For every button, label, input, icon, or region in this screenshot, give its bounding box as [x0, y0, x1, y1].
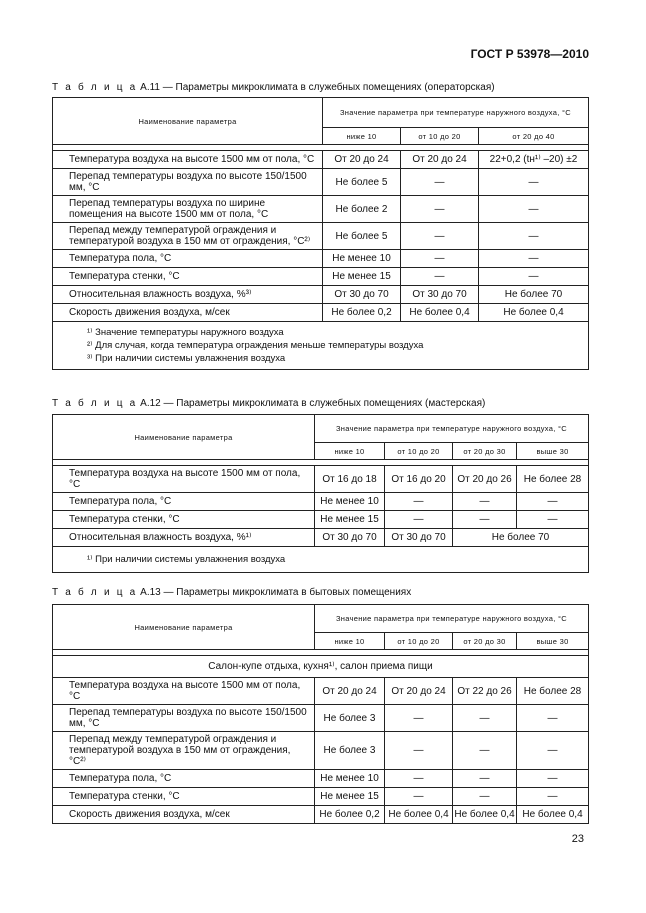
- table-row: [53, 732, 589, 770]
- parameter-value: —: [517, 493, 589, 511]
- table-row: [53, 511, 589, 529]
- parameter-value: От 20 до 24: [385, 678, 453, 705]
- parameter-name: Температура стенки, °С: [53, 268, 323, 286]
- column-header: от 20 до 30: [453, 443, 517, 460]
- table-row: Относительная влажность воздуха, %¹⁾ От 30 до 70 От 30 до 70 Не более 70: [53, 529, 589, 547]
- parameter-name: Перепад между температурой ограждения и температурой воздуха в 150 мм от ограждения, °С²⁾: [53, 732, 315, 770]
- parameter-value: 22+0,2 (tн¹⁾ –20) ±2: [479, 151, 589, 169]
- parameter-name: Температура пола, °С: [53, 493, 315, 511]
- section-header: Салон-купе отдыха, кухня¹⁾, салон приема пищи: [53, 656, 589, 678]
- table-row: [53, 678, 589, 705]
- parameter-value: Не более 3: [315, 732, 385, 770]
- column-header: от 10 до 20: [401, 128, 479, 145]
- parameter-value: —: [453, 770, 517, 788]
- footnote: ¹⁾ Значение температуры наружного воздуха: [87, 327, 284, 338]
- table-row: [53, 286, 589, 304]
- parameter-value: —: [401, 268, 479, 286]
- parameter-value: Не более 2: [323, 196, 401, 223]
- parameter-name: Скорость движения воздуха, м/сек: [53, 304, 323, 322]
- parameter-value: Не менее 10: [323, 250, 401, 268]
- table-a13-caption: Т а б л и ц а А.13 — Параметры микроклимата в бытовых помещениях: [52, 587, 412, 598]
- table-row: [53, 223, 589, 250]
- parameter-value: Не менее 10: [315, 493, 385, 511]
- parameter-value: От 16 до 18: [315, 466, 385, 493]
- parameter-value: От 20 до 24: [401, 151, 479, 169]
- parameter-name: Температура стенки, °С: [53, 788, 315, 806]
- parameter-name: Скорость движения воздуха, м/сек: [53, 806, 315, 824]
- parameter-value: —: [401, 223, 479, 250]
- parameter-value: —: [385, 788, 453, 806]
- parameter-name: Перепад между температурой ограждения и температурой воздуха в 150 мм от ограждения, °С²⁾: [53, 223, 323, 250]
- column-header: выше 30: [517, 633, 589, 650]
- table-row: [53, 196, 589, 223]
- footnote: ²⁾ Для случая, когда температура ограждения меньше температуры воздуха: [87, 340, 424, 351]
- parameter-name: Температура пола, °С: [53, 770, 315, 788]
- parameter-value: —: [453, 788, 517, 806]
- page-number: 23: [571, 833, 584, 845]
- parameter-value: —: [453, 511, 517, 529]
- parameter-value: Не более 0,4: [517, 806, 589, 824]
- column-header: ниже 10: [315, 633, 385, 650]
- table-a12-footnotes: [53, 547, 589, 573]
- table-row: [53, 304, 589, 322]
- parameter-value: —: [517, 732, 589, 770]
- column-header: от 20 до 30: [453, 633, 517, 650]
- parameter-value: —: [385, 493, 453, 511]
- parameter-value: —: [517, 770, 589, 788]
- parameter-value: —: [479, 250, 589, 268]
- parameter-value: —: [385, 770, 453, 788]
- parameter-value: —: [401, 169, 479, 196]
- parameter-value: Не более 28: [517, 678, 589, 705]
- parameter-value: Не менее 10: [315, 770, 385, 788]
- parameter-value: —: [479, 223, 589, 250]
- table-row: [53, 151, 589, 169]
- parameter-value: —: [453, 705, 517, 732]
- parameter-value: —: [385, 705, 453, 732]
- parameter-name: Температура пола, °С: [53, 250, 323, 268]
- parameter-value: Не более 0,2: [315, 806, 385, 824]
- parameter-name: Температура воздуха на высоте 1500 мм от пола, °С: [53, 151, 323, 169]
- parameter-value: —: [479, 196, 589, 223]
- parameter-value: От 16 до 20: [385, 466, 453, 493]
- parameter-name: Относительная влажность воздуха, %³⁾: [53, 286, 323, 304]
- column-header: от 20 до 40: [479, 128, 589, 145]
- table-row: [53, 770, 589, 788]
- parameter-value: —: [517, 511, 589, 529]
- table-row: [53, 493, 589, 511]
- parameter-value: Не менее 15: [323, 268, 401, 286]
- parameter-value: От 30 до 70: [401, 286, 479, 304]
- column-header: выше 30: [517, 443, 589, 460]
- column-header: от 10 до 20: [385, 443, 453, 460]
- table-a11: [52, 97, 589, 370]
- parameter-value: От 20 до 24: [323, 151, 401, 169]
- parameter-value: —: [401, 250, 479, 268]
- parameter-value: Не более 0,4: [479, 304, 589, 322]
- table-row: [53, 466, 589, 493]
- param-header: Наименование параметра: [53, 605, 315, 650]
- table-row: [53, 268, 589, 286]
- parameter-value: —: [453, 493, 517, 511]
- parameter-value: Не менее 15: [315, 511, 385, 529]
- parameter-value: —: [517, 788, 589, 806]
- footnote: ³⁾ При наличии системы увлажнения воздуха: [87, 353, 286, 364]
- param-header: Наименование параметра: [53, 415, 315, 460]
- table-a13: [52, 604, 589, 824]
- parameter-value: Не более 0,2: [323, 304, 401, 322]
- parameter-value: —: [479, 268, 589, 286]
- parameter-name: Перепад температуры воздуха по высоте 150/1500 мм, °С: [53, 169, 323, 196]
- parameter-value: Не более 0,4: [385, 806, 453, 824]
- value-header: Значение параметра при температуре наружного воздуха, °С: [315, 605, 589, 633]
- table-row: [53, 705, 589, 732]
- parameter-value: От 30 до 70: [323, 286, 401, 304]
- value-header: Значение параметра при температуре наружного воздуха, °С: [323, 98, 589, 128]
- column-header: ниже 10: [315, 443, 385, 460]
- table-row: [53, 250, 589, 268]
- table-a11-footnotes: [53, 322, 589, 370]
- table-row: [53, 169, 589, 196]
- column-header: от 10 до 20: [385, 633, 453, 650]
- parameter-value: Не более 28: [517, 466, 589, 493]
- parameter-name: Температура воздуха на высоте 1500 мм от пола, °С: [53, 466, 315, 493]
- parameter-value: Не более 0,4: [453, 806, 517, 824]
- table-a11-caption: Т а б л и ц а А.11 — Параметры микроклимата в служебных помещениях (операторская): [52, 82, 495, 93]
- table-row: [53, 788, 589, 806]
- parameter-value: —: [401, 196, 479, 223]
- table-row: [53, 806, 589, 824]
- parameter-value: От 20 до 24: [315, 678, 385, 705]
- parameter-value: Не более 5: [323, 169, 401, 196]
- parameter-value: Не менее 15: [315, 788, 385, 806]
- parameter-name: Перепад температуры воздуха по высоте 150/1500 мм, °С: [53, 705, 315, 732]
- parameter-value: —: [517, 705, 589, 732]
- parameter-value: —: [453, 732, 517, 770]
- parameter-value: От 22 до 26: [453, 678, 517, 705]
- table-a12-caption: Т а б л и ц а А.12 — Параметры микроклимата в служебных помещениях (мастерская): [52, 398, 486, 409]
- table-a12: [52, 414, 589, 573]
- param-header: Наименование параметра: [53, 98, 323, 145]
- parameter-value: Не более 70: [479, 286, 589, 304]
- parameter-value: —: [385, 511, 453, 529]
- parameter-value: —: [385, 732, 453, 770]
- parameter-name: Температура воздуха на высоте 1500 мм от пола, °С: [53, 678, 315, 705]
- parameter-value: Не более 3: [315, 705, 385, 732]
- column-header: ниже 10: [323, 128, 401, 145]
- footnote: ¹⁾ При наличии системы увлажнения воздуха: [87, 554, 286, 565]
- parameter-value: —: [479, 169, 589, 196]
- parameter-name: Перепад температуры воздуха по ширине помещения на высоте 1500 мм от пола, °С: [53, 196, 323, 223]
- parameter-value: Не более 5: [323, 223, 401, 250]
- document-header: ГОСТ Р 53978—2010: [470, 47, 589, 61]
- parameter-value: От 20 до 26: [453, 466, 517, 493]
- parameter-value: Не более 0,4: [401, 304, 479, 322]
- parameter-name: Температура стенки, °С: [53, 511, 315, 529]
- value-header: Значение параметра при температуре наружного воздуха, °С: [315, 415, 589, 443]
